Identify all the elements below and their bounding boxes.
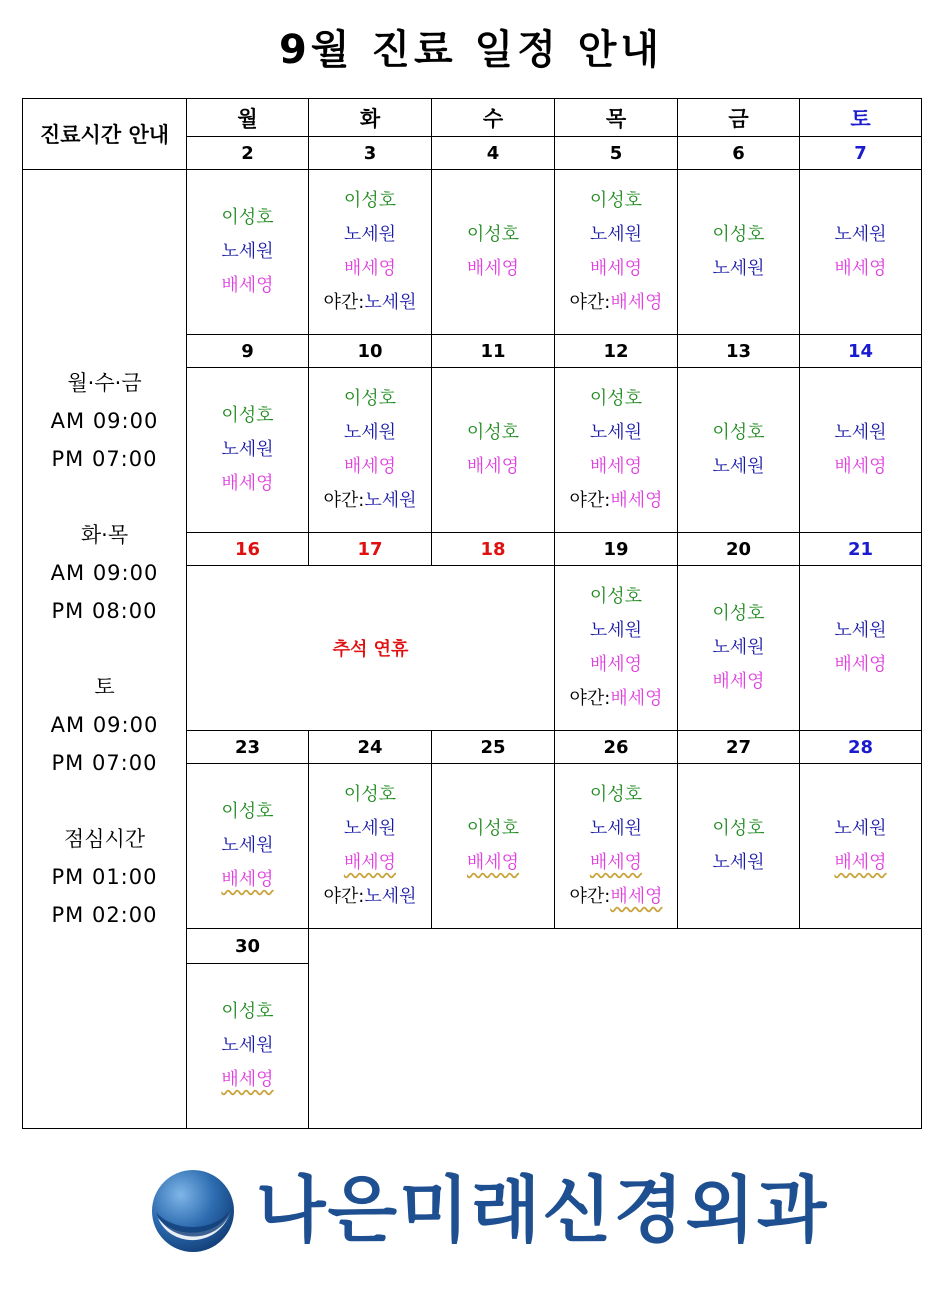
doctor-bae: 배세영 <box>834 456 887 477</box>
globe-logo-icon <box>150 1168 236 1254</box>
sat-am: AM 09:00 <box>50 713 159 737</box>
date-cell: 14 <box>800 335 922 368</box>
day-cell <box>555 368 678 533</box>
day-cell <box>555 764 678 929</box>
doctor-noh: 노세원 <box>589 224 643 245</box>
day-cell <box>678 566 800 731</box>
date-cell: 23 <box>187 731 309 764</box>
doctor-bae: 배세영 <box>834 852 887 873</box>
night-shift <box>309 286 431 320</box>
tt-label: 화·목 <box>80 523 129 547</box>
night-label: 야간: <box>569 688 611 709</box>
doctor-lee: 이성호 <box>466 818 520 839</box>
date-cell: 2 <box>187 137 309 170</box>
doctor-bae: 배세영 <box>712 671 765 692</box>
day-cell <box>187 170 309 335</box>
doctor-lee: 이성호 <box>343 190 397 211</box>
date-cell: 26 <box>555 731 678 764</box>
date-cell: 6 <box>678 137 800 170</box>
day-cell <box>432 764 555 929</box>
date-cell: 10 <box>309 335 432 368</box>
night-label: 야간: <box>569 886 611 907</box>
day-cell <box>800 764 922 929</box>
doctor-bae: 배세영 <box>466 258 520 279</box>
night-label: 야간: <box>569 490 611 511</box>
weekday-sat: 토 <box>800 99 922 137</box>
date-cell: 18 <box>432 533 555 566</box>
date-cell: 28 <box>800 731 922 764</box>
doctor-noh: 노세원 <box>364 886 417 907</box>
night-shift <box>555 484 677 518</box>
doctor-lee: 이성호 <box>589 190 643 211</box>
sat-label: 토 <box>94 675 115 699</box>
night-label: 야간: <box>323 490 365 511</box>
doctor-noh: 노세원 <box>712 852 765 873</box>
date-cell: 4 <box>432 137 555 170</box>
doctor-bae: 배세영 <box>610 490 663 511</box>
doctor-bae: 배세영 <box>221 869 274 890</box>
day-cell <box>309 368 432 533</box>
doctor-bae: 배세영 <box>221 275 274 296</box>
hours-header: 진료시간 안내 <box>23 99 187 170</box>
doctor-noh: 노세원 <box>364 292 417 313</box>
empty-area <box>309 929 922 1129</box>
doctor-bae: 배세영 <box>610 688 663 709</box>
clinic-name: 나은미래신경외과 <box>256 1168 829 1252</box>
doctor-bae: 배세영 <box>589 258 643 279</box>
date-cell: 12 <box>555 335 678 368</box>
day-cell <box>800 170 922 335</box>
doctor-bae: 배세영 <box>343 456 397 477</box>
doctor-lee: 이성호 <box>712 603 765 624</box>
doctor-noh: 노세원 <box>343 224 397 245</box>
night-shift <box>555 880 677 914</box>
doctor-bae: 배세영 <box>834 654 887 675</box>
doctor-lee: 이성호 <box>221 801 274 822</box>
doctor-bae: 배세영 <box>834 258 887 279</box>
lunch-label: 점심시간 <box>63 827 146 851</box>
doctor-lee: 이성호 <box>712 224 765 245</box>
doctor-noh: 노세원 <box>364 490 417 511</box>
date-cell: 20 <box>678 533 800 566</box>
weekday-tue: 화 <box>309 99 432 137</box>
weekday-fri: 금 <box>678 99 800 137</box>
lunch-start: PM 01:00 <box>51 865 158 889</box>
doctor-bae: 배세영 <box>589 654 643 675</box>
date-cell: 7 <box>800 137 922 170</box>
page-title: 9월 진료 일정 안내 <box>278 27 664 73</box>
date-cell: 30 <box>187 929 309 964</box>
date-cell: 27 <box>678 731 800 764</box>
doctor-bae: 배세영 <box>466 456 520 477</box>
clinic-logo <box>150 1162 830 1258</box>
doctor-bae: 배세영 <box>589 456 643 477</box>
night-shift <box>555 682 677 716</box>
day-cell <box>309 170 432 335</box>
date-cell: 3 <box>309 137 432 170</box>
day-cell <box>187 764 309 929</box>
doctor-noh: 노세원 <box>221 241 274 262</box>
tt-pm: PM 08:00 <box>51 599 158 623</box>
night-shift <box>555 286 677 320</box>
weekday-mon: 월 <box>187 99 309 137</box>
doctor-noh: 노세원 <box>834 422 887 443</box>
date-cell: 25 <box>432 731 555 764</box>
doctor-bae: 배세영 <box>343 852 397 873</box>
day-cell <box>555 170 678 335</box>
day-cell <box>678 764 800 929</box>
date-cell: 19 <box>555 533 678 566</box>
doctor-noh: 노세원 <box>589 422 643 443</box>
doctor-bae: 배세영 <box>610 292 663 313</box>
date-cell: 17 <box>309 533 432 566</box>
doctor-noh: 노세원 <box>221 1035 274 1056</box>
weekday-thu: 목 <box>555 99 678 137</box>
schedule-table <box>22 98 922 1129</box>
doctor-noh: 노세원 <box>834 818 887 839</box>
night-label: 야간: <box>569 292 611 313</box>
sat-pm: PM 07:00 <box>51 751 158 775</box>
doctor-noh: 노세원 <box>221 439 274 460</box>
night-shift <box>309 880 431 914</box>
lunch-end: PM 02:00 <box>51 903 158 927</box>
doctor-noh: 노세원 <box>589 818 643 839</box>
day-cell <box>800 368 922 533</box>
holiday-cell: 추석 연휴 <box>187 566 555 731</box>
doctor-noh: 노세원 <box>221 835 274 856</box>
doctor-noh: 노세원 <box>712 258 765 279</box>
mwf-am: AM 09:00 <box>50 409 159 433</box>
doctor-lee: 이성호 <box>221 1001 274 1022</box>
doctor-bae: 배세영 <box>610 886 663 907</box>
day-cell <box>309 764 432 929</box>
doctor-lee: 이성호 <box>466 422 520 443</box>
day-cell <box>555 566 678 731</box>
doctor-noh: 노세원 <box>589 620 643 641</box>
doctor-lee: 이성호 <box>221 405 274 426</box>
doctor-lee: 이성호 <box>712 422 765 443</box>
tt-am: AM 09:00 <box>50 561 159 585</box>
day-cell <box>678 368 800 533</box>
weekday-wed: 수 <box>432 99 555 137</box>
doctor-lee: 이성호 <box>466 224 520 245</box>
doctor-bae: 배세영 <box>221 1069 274 1090</box>
doctor-noh: 노세원 <box>343 422 397 443</box>
date-cell: 21 <box>800 533 922 566</box>
day-cell <box>432 170 555 335</box>
date-cell: 16 <box>187 533 309 566</box>
date-cell: 24 <box>309 731 432 764</box>
date-cell: 9 <box>187 335 309 368</box>
night-label: 야간: <box>323 292 365 313</box>
day-cell <box>678 170 800 335</box>
doctor-bae: 배세영 <box>221 473 274 494</box>
doctor-lee: 이성호 <box>589 784 643 805</box>
doctor-noh: 노세원 <box>834 224 887 245</box>
doctor-bae: 배세영 <box>589 852 643 873</box>
doctor-lee: 이성호 <box>221 207 274 228</box>
day-cell <box>187 368 309 533</box>
clinic-hours <box>23 170 187 1129</box>
doctor-noh: 노세원 <box>834 620 887 641</box>
night-label: 야간: <box>323 886 365 907</box>
night-shift <box>309 484 431 518</box>
date-cell: 13 <box>678 335 800 368</box>
doctor-noh: 노세원 <box>712 637 765 658</box>
day-cell <box>432 368 555 533</box>
date-cell: 11 <box>432 335 555 368</box>
doctor-lee: 이성호 <box>589 388 643 409</box>
doctor-noh: 노세원 <box>712 456 765 477</box>
mwf-pm: PM 07:00 <box>51 447 158 471</box>
doctor-lee: 이성호 <box>712 818 765 839</box>
day-cell <box>800 566 922 731</box>
doctor-lee: 이성호 <box>343 388 397 409</box>
day-cell <box>187 964 309 1129</box>
date-cell: 5 <box>555 137 678 170</box>
doctor-bae: 배세영 <box>343 258 397 279</box>
doctor-lee: 이성호 <box>343 784 397 805</box>
mwf-label: 월·수·금 <box>67 371 142 395</box>
doctor-noh: 노세원 <box>343 818 397 839</box>
doctor-bae: 배세영 <box>466 852 520 873</box>
doctor-lee: 이성호 <box>589 586 643 607</box>
